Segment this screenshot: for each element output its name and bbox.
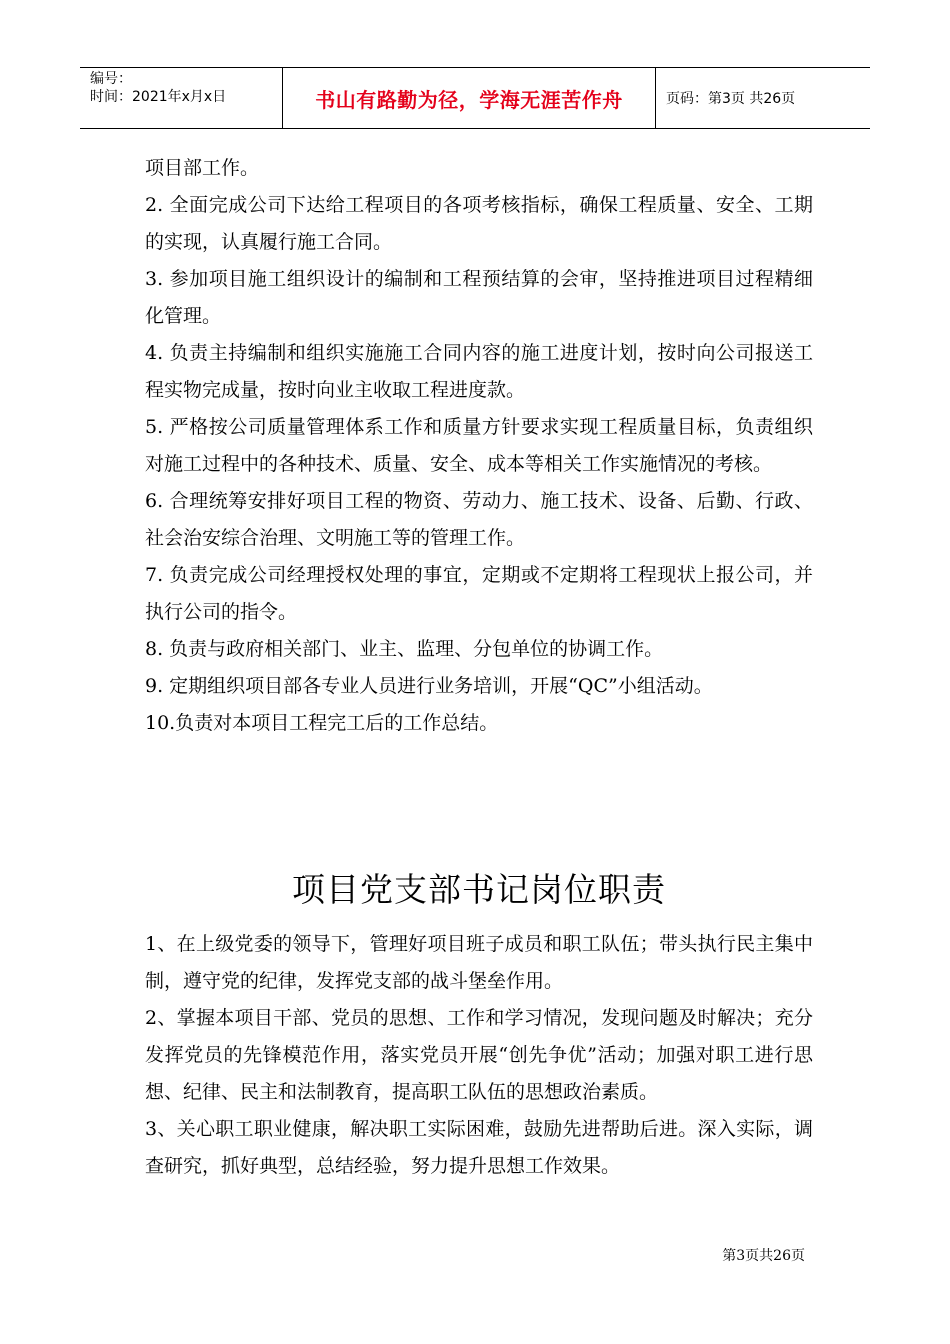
page-number-label: 页码：第3页 共26页 [666,91,796,107]
paragraph: 3、关心职工职业健康，解决职工实际困难，鼓励先进帮助后进。深入实际，调查研究，抓好典型，总结经验，努力提升思想工作效果。 [145,1118,813,1177]
paragraph: 4. 负责主持编制和组织实施施工合同内容的施工进度计划，按时向公司报送工程实物完成量，按时向业主收取工程进度款。 [145,342,813,401]
paragraph: 10.负责对本项目工程完工后的工作总结。 [145,712,499,734]
paragraph: 6. 合理统筹安排好项目工程的物资、劳动力、施工技术、设备、后勤、行政、社会治安综合治理、文明施工等的管理工作。 [145,490,813,549]
paragraph: 9. 定期组织项目部各专业人员进行业务培训，开展“QC”小组活动。 [145,675,713,697]
paragraph: 2、掌握本项目干部、党员的思想、工作和学习情况，发现问题及时解决；充分发挥党员的先锋模范作用，落实党员开展“创先争优”活动；加强对职工进行思想、纪律、民主和法制教育，提高职工队伍的思想政治素质。 [145,1007,813,1103]
document-time-label: 时间：2021年x月x日 [90,89,227,105]
paragraph: 2. 全面完成公司下达给工程项目的各项考核指标，确保工程质量、安全、工期的实现，认真履行施工合同。 [145,194,813,253]
header-page-info [656,68,870,128]
section-body [145,926,813,1185]
header-meta [80,68,283,128]
page-header [80,67,870,129]
header-slogan [283,68,656,128]
paragraph: 5. 严格按公司质量管理体系工作和质量方针要求实现工程质量目标，负责组织对施工过程中的各种技术、质量、安全、成本等相关工作实施情况的考核。 [145,416,813,475]
page-footer: 第3页共26页 [722,1248,805,1264]
document-number-label: 编号： [90,71,132,87]
body-text [145,150,813,742]
paragraph: 3. 参加项目施工组织设计的编制和工程预结算的会审，坚持推进项目过程精细化管理。 [145,268,813,327]
paragraph: 7. 负责完成公司经理授权处理的事宜，定期或不定期将工程现状上报公司，并执行公司的指令。 [145,564,813,623]
section-title: 项目党支部书记岗位职责 [292,870,666,909]
paragraph: 8. 负责与政府相关部门、业主、监理、分包单位的协调工作。 [145,638,664,660]
paragraph: 项目部工作。 [145,157,260,179]
slogan-text: 书山有路勤为径，学海无涯苦作舟 [315,87,623,112]
paragraph: 1、在上级党委的领导下，管理好项目班子成员和职工队伍；带头执行民主集中制，遵守党的纪律，发挥党支部的战斗堡垒作用。 [145,933,813,992]
